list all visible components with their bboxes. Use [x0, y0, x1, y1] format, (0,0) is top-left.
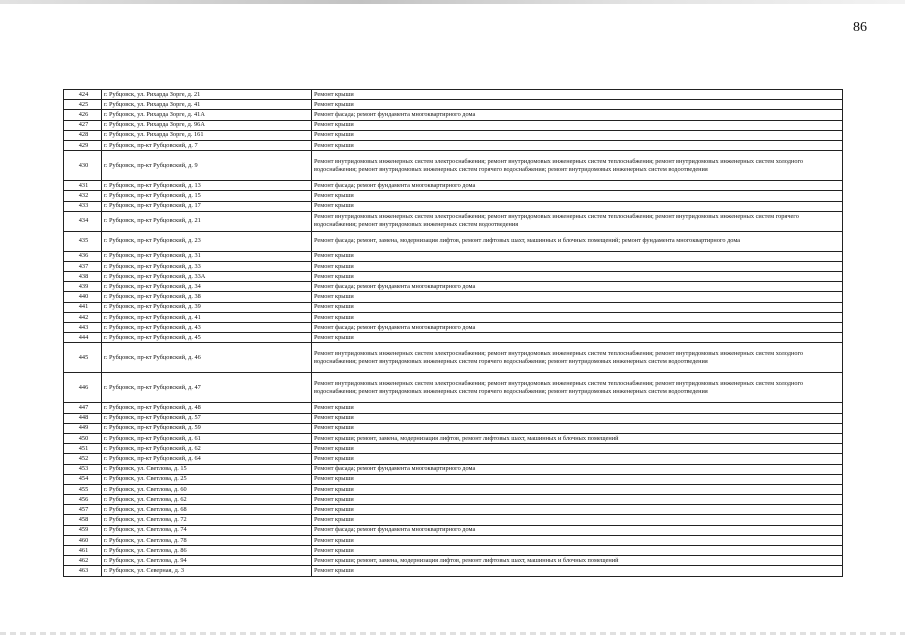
table-row — [64, 120, 843, 130]
row-number-cell: 446 — [64, 373, 102, 403]
table-row — [64, 515, 843, 525]
address-cell: г. Рубцовск, ул. Северная, д. 3 — [102, 566, 312, 576]
table-row — [64, 251, 843, 261]
table-row — [64, 90, 843, 100]
work-type-cell: Ремонт крыши — [312, 90, 843, 100]
address-cell: г. Рубцовск, пр-кт Рубцовский, д. 39 — [102, 302, 312, 312]
row-number-cell: 454 — [64, 474, 102, 484]
work-type-cell: Ремонт крыши — [312, 272, 843, 282]
table-row — [64, 546, 843, 556]
table-row — [64, 484, 843, 494]
row-number-cell: 451 — [64, 444, 102, 454]
table-row — [64, 464, 843, 474]
row-number-cell: 433 — [64, 201, 102, 211]
table-row — [64, 100, 843, 110]
row-number-cell: 447 — [64, 403, 102, 413]
work-type-cell: Ремонт фасада; ремонт фундамента многоквартирного дома — [312, 464, 843, 474]
row-number-cell: 429 — [64, 140, 102, 150]
address-cell: г. Рубцовск, пр-кт Рубцовский, д. 62 — [102, 444, 312, 454]
row-number-cell: 434 — [64, 211, 102, 231]
table-row — [64, 323, 843, 333]
address-cell: г. Рубцовск, пр-кт Рубцовский, д. 57 — [102, 413, 312, 423]
row-number-cell: 450 — [64, 433, 102, 443]
address-cell: г. Рубцовск, ул. Рихарда Зорге, д. 41 — [102, 100, 312, 110]
address-cell: г. Рубцовск, пр-кт Рубцовский, д. 34 — [102, 282, 312, 292]
address-cell: г. Рубцовск, ул. Рихарда Зорге, д. 161 — [102, 130, 312, 140]
row-number-cell: 458 — [64, 515, 102, 525]
address-cell: г. Рубцовск, пр-кт Рубцовский, д. 33А — [102, 272, 312, 282]
row-number-cell: 435 — [64, 231, 102, 251]
address-cell: г. Рубцовск, ул. Светлова, д. 78 — [102, 535, 312, 545]
work-type-cell: Ремонт крыши — [312, 505, 843, 515]
address-cell: г. Рубцовск, ул. Светлова, д. 15 — [102, 464, 312, 474]
table-row — [64, 130, 843, 140]
row-number-cell: 425 — [64, 100, 102, 110]
address-cell: г. Рубцовск, пр-кт Рубцовский, д. 31 — [102, 251, 312, 261]
table-row — [64, 454, 843, 464]
work-type-cell: Ремонт крыши — [312, 413, 843, 423]
table-row — [64, 292, 843, 302]
table-row — [64, 333, 843, 343]
table-row — [64, 495, 843, 505]
row-number-cell: 427 — [64, 120, 102, 130]
address-cell: г. Рубцовск, пр-кт Рубцовский, д. 13 — [102, 181, 312, 191]
table-row — [64, 181, 843, 191]
row-number-cell: 430 — [64, 151, 102, 181]
work-type-cell: Ремонт крыши; ремонт, замена, модернизация лифтов, ремонт лифтовых шахт, машинных и блочных помещений — [312, 556, 843, 566]
row-number-cell: 432 — [64, 191, 102, 201]
work-type-cell: Ремонт крыши — [312, 302, 843, 312]
address-cell: г. Рубцовск, пр-кт Рубцовский, д. 21 — [102, 211, 312, 231]
work-type-cell: Ремонт внутридомовых инженерных систем электроснабжения; ремонт внутридомовых инженерных систем теплоснабжения; ремонт внутридомовых инженерных систем холодного водоснабжения; ремонт внутридомовых инженерных систем горячего водоснабжения; ремонт внутридомовых инженерных систем водоотведения — [312, 343, 843, 373]
address-cell: г. Рубцовск, пр-кт Рубцовский, д. 33 — [102, 261, 312, 271]
address-cell: г. Рубцовск, ул. Светлова, д. 74 — [102, 525, 312, 535]
table-row — [64, 423, 843, 433]
work-type-cell: Ремонт крыши — [312, 484, 843, 494]
address-cell: г. Рубцовск, ул. Светлова, д. 94 — [102, 556, 312, 566]
work-type-cell: Ремонт крыши — [312, 515, 843, 525]
address-cell: г. Рубцовск, пр-кт Рубцовский, д. 59 — [102, 423, 312, 433]
table-row — [64, 556, 843, 566]
table-row — [64, 474, 843, 484]
work-type-cell: Ремонт внутридомовых инженерных систем электроснабжения; ремонт внутридомовых инженерных систем теплоснабжения; ремонт внутридомовых инженерных систем холодного водоснабжения; ремонт внутридомовых инженерных систем горячего водоснабжения; ремонт внутридомовых инженерных систем водоотведения — [312, 373, 843, 403]
work-type-cell: Ремонт внутридомовых инженерных систем электроснабжения; ремонт внутридомовых инженерных систем теплоснабжения; ремонт внутридомовых инженерных систем холодного водоснабжения; ремонт внутридомовых инженерных систем горячего водоснабжения; ремонт внутридомовых инженерных систем водоотведения — [312, 151, 843, 181]
work-type-cell: Ремонт крыши; ремонт, замена, модернизация лифтов, ремонт лифтовых шахт, машинных и блочных помещений — [312, 433, 843, 443]
table-row — [64, 211, 843, 231]
address-cell: г. Рубцовск, ул. Светлова, д. 60 — [102, 484, 312, 494]
row-number-cell: 426 — [64, 110, 102, 120]
address-cell: г. Рубцовск, пр-кт Рубцовский, д. 61 — [102, 433, 312, 443]
work-type-cell: Ремонт крыши — [312, 140, 843, 150]
row-number-cell: 462 — [64, 556, 102, 566]
work-type-cell: Ремонт крыши — [312, 454, 843, 464]
table-row — [64, 444, 843, 454]
row-number-cell: 457 — [64, 505, 102, 515]
row-number-cell: 443 — [64, 323, 102, 333]
work-type-cell: Ремонт крыши — [312, 566, 843, 576]
work-type-cell: Ремонт крыши — [312, 495, 843, 505]
address-cell: г. Рубцовск, пр-кт Рубцовский, д. 15 — [102, 191, 312, 201]
row-number-cell: 448 — [64, 413, 102, 423]
work-type-cell: Ремонт фасада; ремонт фундамента многоквартирного дома — [312, 181, 843, 191]
work-type-cell: Ремонт крыши — [312, 423, 843, 433]
table-row — [64, 110, 843, 120]
address-cell: г. Рубцовск, ул. Светлова, д. 72 — [102, 515, 312, 525]
address-cell: г. Рубцовск, ул. Рихарда Зорге, д. 21 — [102, 90, 312, 100]
work-type-cell: Ремонт крыши — [312, 333, 843, 343]
row-number-cell: 439 — [64, 282, 102, 292]
table-row — [64, 191, 843, 201]
row-number-cell: 453 — [64, 464, 102, 474]
work-type-cell: Ремонт крыши — [312, 100, 843, 110]
address-cell: г. Рубцовск, ул. Рихарда Зорге, д. 96А — [102, 120, 312, 130]
table-row — [64, 433, 843, 443]
scan-edge-top — [0, 0, 905, 4]
table-row — [64, 140, 843, 150]
address-cell: г. Рубцовск, пр-кт Рубцовский, д. 9 — [102, 151, 312, 181]
table-row — [64, 302, 843, 312]
work-type-cell: Ремонт фасада; ремонт фундамента многоквартирного дома — [312, 525, 843, 535]
table-row — [64, 535, 843, 545]
address-cell: г. Рубцовск, ул. Рихарда Зорге, д. 41А — [102, 110, 312, 120]
row-number-cell: 452 — [64, 454, 102, 464]
row-number-cell: 424 — [64, 90, 102, 100]
row-number-cell: 436 — [64, 251, 102, 261]
address-cell: г. Рубцовск, пр-кт Рубцовский, д. 17 — [102, 201, 312, 211]
table-row — [64, 413, 843, 423]
table-row — [64, 272, 843, 282]
address-cell: г. Рубцовск, ул. Светлова, д. 25 — [102, 474, 312, 484]
address-cell: г. Рубцовск, пр-кт Рубцовский, д. 48 — [102, 403, 312, 413]
work-type-cell: Ремонт внутридомовых инженерных систем электроснабжения; ремонт внутридомовых инженерных систем теплоснабжения; ремонт внутридомовых инженерных систем горячего водоснабжения; ремонт внутридомовых инженерных систем водоотведения — [312, 211, 843, 231]
row-number-cell: 441 — [64, 302, 102, 312]
repair-register-table — [63, 89, 843, 577]
row-number-cell: 456 — [64, 495, 102, 505]
table-row — [64, 343, 843, 373]
row-number-cell: 463 — [64, 566, 102, 576]
work-type-cell: Ремонт фасада; ремонт фундамента многоквартирного дома — [312, 323, 843, 333]
address-cell: г. Рубцовск, пр-кт Рубцовский, д. 64 — [102, 454, 312, 464]
row-number-cell: 440 — [64, 292, 102, 302]
table-row — [64, 282, 843, 292]
table-row — [64, 231, 843, 251]
table-row — [64, 403, 843, 413]
work-type-cell: Ремонт крыши — [312, 261, 843, 271]
work-type-cell: Ремонт фасада; ремонт, замена, модернизация лифтов, ремонт лифтовых шахт, машинных и блочных помещений; ремонт фундамента многоквартирного дома — [312, 231, 843, 251]
row-number-cell: 459 — [64, 525, 102, 535]
address-cell: г. Рубцовск, пр-кт Рубцовский, д. 46 — [102, 343, 312, 373]
work-type-cell: Ремонт крыши — [312, 292, 843, 302]
row-number-cell: 442 — [64, 312, 102, 322]
work-type-cell: Ремонт крыши — [312, 120, 843, 130]
scan-edge-bottom — [0, 632, 905, 635]
row-number-cell: 437 — [64, 261, 102, 271]
work-type-cell: Ремонт крыши — [312, 251, 843, 261]
row-number-cell: 445 — [64, 343, 102, 373]
row-number-cell: 428 — [64, 130, 102, 140]
address-cell: г. Рубцовск, ул. Светлова, д. 86 — [102, 546, 312, 556]
work-type-cell: Ремонт крыши — [312, 546, 843, 556]
row-number-cell: 460 — [64, 535, 102, 545]
table-row — [64, 505, 843, 515]
address-cell: г. Рубцовск, пр-кт Рубцовский, д. 45 — [102, 333, 312, 343]
work-type-cell: Ремонт фасада; ремонт фундамента многоквартирного дома — [312, 282, 843, 292]
table-row — [64, 373, 843, 403]
row-number-cell: 449 — [64, 423, 102, 433]
row-number-cell: 455 — [64, 484, 102, 494]
address-cell: г. Рубцовск, пр-кт Рубцовский, д. 38 — [102, 292, 312, 302]
work-type-cell: Ремонт крыши — [312, 403, 843, 413]
table-row — [64, 525, 843, 535]
row-number-cell: 431 — [64, 181, 102, 191]
address-cell: г. Рубцовск, пр-кт Рубцовский, д. 41 — [102, 312, 312, 322]
work-type-cell: Ремонт крыши — [312, 191, 843, 201]
work-type-cell: Ремонт крыши — [312, 201, 843, 211]
table-row — [64, 566, 843, 576]
address-cell: г. Рубцовск, пр-кт Рубцовский, д. 23 — [102, 231, 312, 251]
row-number-cell: 438 — [64, 272, 102, 282]
address-cell: г. Рубцовск, пр-кт Рубцовский, д. 47 — [102, 373, 312, 403]
work-type-cell: Ремонт крыши — [312, 535, 843, 545]
table-body — [64, 90, 843, 577]
table-row — [64, 261, 843, 271]
work-type-cell: Ремонт крыши — [312, 474, 843, 484]
table-row — [64, 151, 843, 181]
address-cell: г. Рубцовск, ул. Светлова, д. 62 — [102, 495, 312, 505]
row-number-cell: 461 — [64, 546, 102, 556]
address-cell: г. Рубцовск, ул. Светлова, д. 68 — [102, 505, 312, 515]
address-cell: г. Рубцовск, пр-кт Рубцовский, д. 43 — [102, 323, 312, 333]
row-number-cell: 444 — [64, 333, 102, 343]
work-type-cell: Ремонт крыши — [312, 312, 843, 322]
table-row — [64, 201, 843, 211]
table-row — [64, 312, 843, 322]
work-type-cell: Ремонт фасада; ремонт фундамента многоквартирного дома — [312, 110, 843, 120]
work-type-cell: Ремонт крыши — [312, 444, 843, 454]
address-cell: г. Рубцовск, пр-кт Рубцовский, д. 7 — [102, 140, 312, 150]
work-type-cell: Ремонт крыши — [312, 130, 843, 140]
page-number: 86 — [853, 20, 867, 35]
